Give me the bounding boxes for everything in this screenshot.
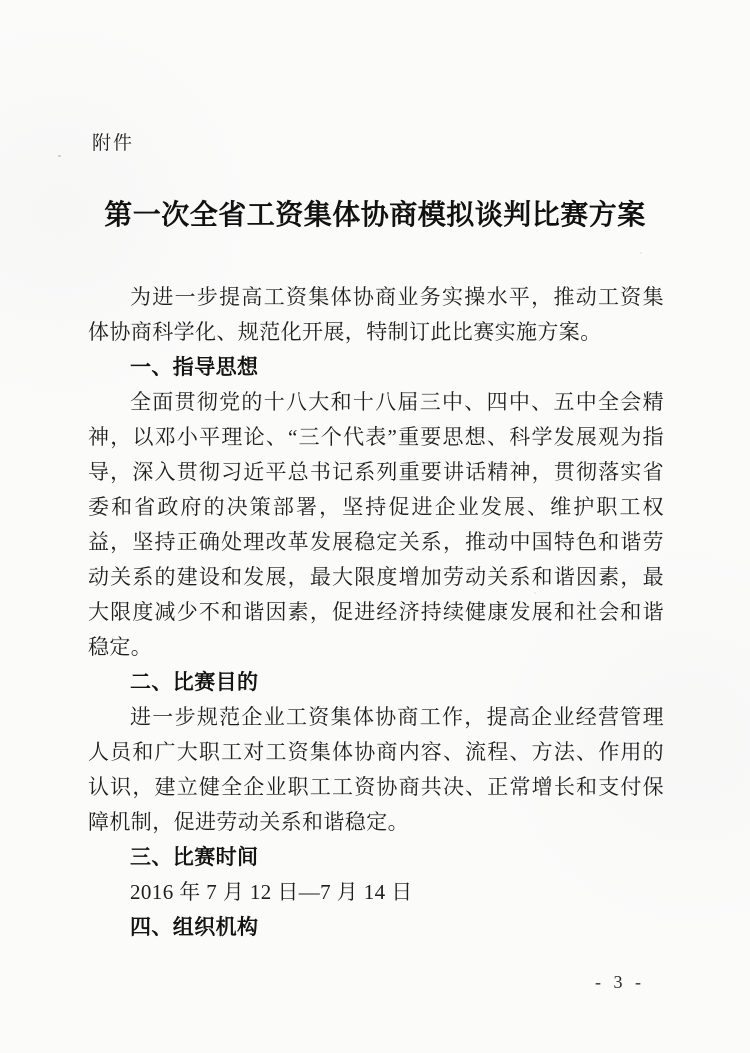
paragraph-competition-purpose: 进一步规范企业工资集体协商工作，提高企业经营管理人员和广大职工对工资集体协商内容、流程、方法、作用的认识，建立健全企业职工工资协商共决、正常增长和支付保障机制，促进劳动关系和谐稳定。: [88, 705, 664, 834]
intro-paragraph: 为进一步提高工资集体协商业务实操水平，推动工资集体协商科学化、规范化开展，特制订此比赛实施方案。: [88, 285, 664, 344]
competition-date: 2016 年 7 月 12 日—7 月 14 日: [130, 880, 413, 904]
document-title: 第一次全省工资集体协商模拟谈判比赛方案: [104, 199, 646, 230]
scan-speck: [640, 252, 642, 254]
section-heading-competition-purpose: 二、比赛目的: [130, 671, 259, 694]
page-number: - 3 -: [595, 972, 645, 992]
document-body: [88, 280, 664, 945]
section-heading-competition-time: 三、比赛时间: [130, 846, 259, 869]
scan-speck: [58, 155, 61, 157]
paragraph-guiding-ideology: 全面贯彻党的十八大和十八届三中、四中、五中全会精神，以邓小平理论、“三个代表”重要思想、科学发展观为指导，深入贯彻习近平总书记系列重要讲话精神，贯彻落实省委和省政府的决策部署，坚持促进企业发展、维护职工权益，坚持正确处理改革发展稳定关系，推动中国特色和谐劳动关系的建设和发展，最大限度增加劳动关系和谐因素，最大限度减少不和谐因素，促进经济持续健康发展和社会和谐稳定。: [88, 390, 664, 659]
attachment-label: 附件: [92, 133, 135, 154]
section-heading-guiding-ideology: 一、指导思想: [130, 356, 259, 379]
section-heading-organization: 四、组织机构: [130, 916, 259, 939]
